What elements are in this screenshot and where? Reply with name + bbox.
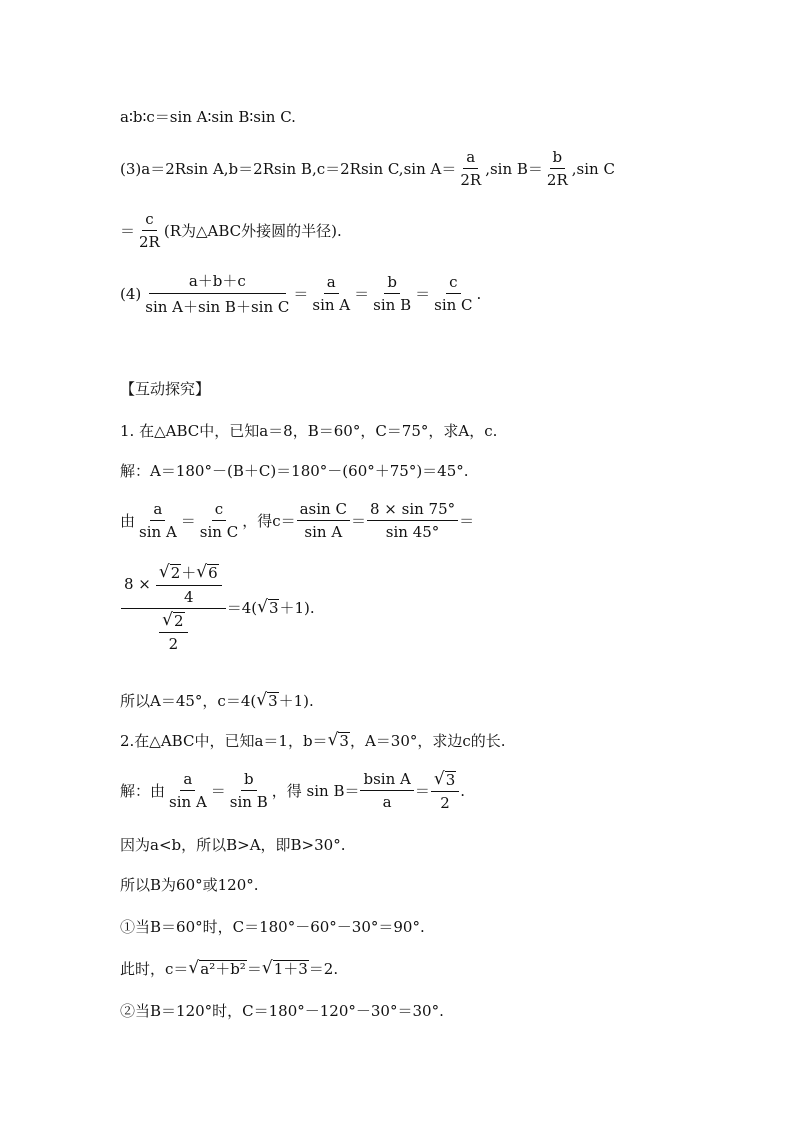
sqrt: √ 3: [256, 689, 278, 710]
fraction-sum: $\frac{a+b+c}{\text{sin A＋sin B＋sin C}}$: [145, 272, 290, 316]
text: (3)a＝2Rsin A,b＝2Rsin B,c＝2Rsin C,sin A＝: [120, 160, 457, 178]
text: ,sin B＝: [485, 160, 543, 178]
fraction: $\frac{\text{asin C}}{\text{sin A}}$: [297, 500, 350, 541]
fraction: $\frac{a}{\text{sin A}}$: [169, 770, 207, 812]
example-2-step-1: 解：由 $\frac{a}{\text{sin A}}$ ＝ $\frac{b}{\text{sin B}}$ ，得 sin B＝ $\frac{\text{bsin A}}{a}$ ＝ √ 3 2 .: [120, 769, 466, 812]
fraction: √ 2 ＋ √ 6 4: [156, 562, 222, 606]
fraction: $\frac{8 \times \sin 75^\circ}{\sin 45^\circ}$: [367, 500, 458, 541]
sqrt: √ 3: [433, 769, 456, 789]
example-1-question: 1. 在△ABC中，已知a＝8，B＝60°，C＝75°，求A，c.: [120, 422, 498, 440]
fraction: $\frac{b}{\text{sin B}}$: [229, 770, 268, 812]
text: ＝: [120, 222, 136, 240]
sqrt: √ a²＋b²: [188, 957, 246, 978]
text: (R为△ABC外接圆的半径).: [163, 222, 342, 240]
fraction-a-sinA: $\frac{a}{\text{sin A}}$: [312, 273, 351, 314]
example-1-step-1: 解：A＝180°－(B＋C)＝180°－(60°＋75°)＝45°.: [120, 462, 469, 480]
example-1-answer: 所以A＝45°，c＝4( √ 3 ＋1).: [120, 689, 314, 710]
example-2-step-4: ①当B＝60°时，C＝180°－60°－30°＝90°.: [120, 918, 425, 936]
sqrt: √ 3: [327, 729, 349, 750]
sqrt: √ 2: [158, 561, 181, 582]
fraction-c-sinC: $\frac{c}{\text{sin C}}$: [434, 273, 473, 314]
fraction: $\frac{a}{\text{sin A}}$: [139, 500, 177, 541]
example-1-step-2: 由 $\frac{a}{\text{sin A}}$ ＝ $\frac{c}{\text{sin C}}$ ，得c＝ $\frac{\text{asin C}}{\text{sin A}}$ ＝ $\frac{8 \times \sin 75^\circ}{\sin 45^\circ}$ ＝: [120, 500, 475, 541]
law-of-sines-3-cont: [120, 210, 342, 251]
example-2-step-6: ②当B＝120°时，C＝180°－120°－30°＝30°.: [120, 1002, 444, 1020]
fraction-a-2r: $\frac{a}{2R}$: [460, 148, 482, 189]
text: ,sin C: [571, 159, 615, 178]
sqrt: √ 3: [257, 596, 279, 617]
fraction: $\frac{\text{bsin A}}{a}$: [360, 770, 413, 811]
example-1-step-3: 8 × √ 2 ＋ √ 6 4 √ 2 2 ＝4( √ 3 ＋1).: [120, 562, 315, 653]
fraction: $\frac{c}{\text{sin C}}$: [199, 500, 239, 541]
sqrt: √ 1＋3: [261, 957, 308, 978]
example-2-step-2: 因为a<b，所以B>A，即B>30°.: [120, 836, 346, 854]
fraction-c-2r: $\frac{c}{2R}$: [139, 210, 160, 251]
fraction-b-sinB: $\frac{b}{\text{sin B}}$: [373, 273, 412, 314]
law-of-sines-4: (4) $\frac{a+b+c}{\text{sin A＋sin B＋sin C}}$ ＝ $\frac{a}{\text{sin A}}$ ＝ $\frac{b}{\text{sin B}}$ ＝ $\frac{c}{\text{sin C}}$ .: [120, 272, 482, 316]
example-2-step-3: 所以B为60°或120°.: [120, 876, 259, 894]
fraction: √ 3 2: [431, 770, 459, 812]
sqrt: √ 6: [196, 561, 218, 582]
ratio-line: [120, 106, 296, 127]
section-heading: 【互动探究】: [120, 380, 211, 398]
fraction-b-2r: $\frac{b}{2R}$: [546, 148, 568, 189]
ratio-text: a∶b∶c＝sin A∶sin B∶sin C.: [120, 108, 296, 126]
text: (4): [120, 284, 142, 303]
example-2-step-5: 此时，c＝ √ a²＋b² ＝ √ 1＋3 ＝2.: [120, 957, 339, 978]
compound-fraction: 8 × √ 2 ＋ √ 6 4 √ 2 2: [121, 562, 226, 653]
law-of-sines-3: [120, 148, 615, 189]
fraction: √ 2 2: [159, 611, 187, 653]
sqrt: √ 2: [162, 610, 184, 630]
example-2-question: 2.在△ABC中，已知a＝1，b＝ √ 3 ，A＝30°，求边c的长.: [120, 729, 506, 750]
